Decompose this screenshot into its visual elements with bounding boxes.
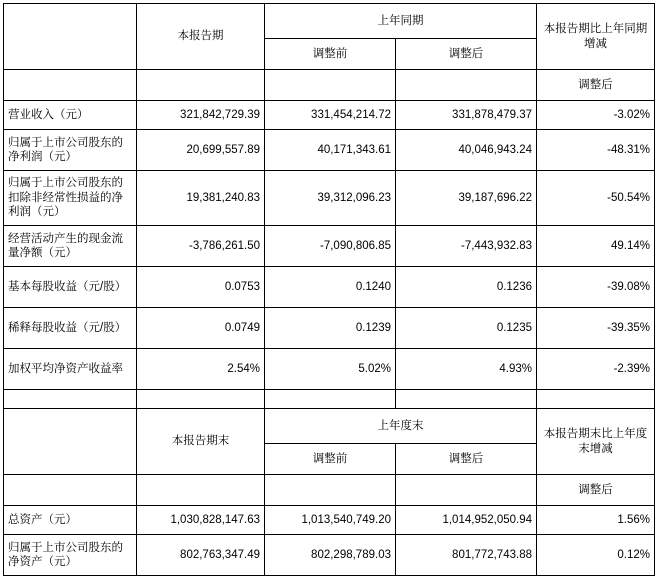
table-header-row-1 <box>4 4 655 39</box>
row-current: -3,786,261.50 <box>137 226 265 267</box>
header-current-period-end: 本报告期末 <box>137 409 265 475</box>
row-change: -50.54% <box>537 171 655 226</box>
row-before: 1,013,540,749.20 <box>265 506 396 535</box>
row-change: 1.56% <box>537 506 655 535</box>
row-before: 39,312,096.23 <box>265 171 396 226</box>
row-after: 40,046,943.24 <box>396 130 537 171</box>
header-corner-cell-4 <box>4 475 137 506</box>
header-blank-after-2 <box>396 475 537 506</box>
table-section-spacer <box>4 390 655 409</box>
table-row <box>4 349 655 390</box>
table-row <box>4 308 655 349</box>
spacer-cell <box>137 390 265 409</box>
row-change: -39.08% <box>537 267 655 308</box>
row-label: 归属于上市公司股东的扣除非经常性损益的净利润（元） <box>4 171 137 226</box>
row-after: 801,772,743.88 <box>396 535 537 576</box>
spacer-cell <box>396 390 537 409</box>
table-row <box>4 506 655 535</box>
header-corner-cell-3 <box>4 409 137 475</box>
table-row <box>4 535 655 576</box>
row-after: 0.1236 <box>396 267 537 308</box>
row-change: -2.39% <box>537 349 655 390</box>
row-before: 0.1239 <box>265 308 396 349</box>
row-label: 归属于上市公司股东的净资产（元） <box>4 535 137 576</box>
header-after-adjust: 调整后 <box>396 39 537 70</box>
row-change: -48.31% <box>537 130 655 171</box>
row-label: 营业收入（元） <box>4 101 137 130</box>
row-label: 加权平均净资产收益率 <box>4 349 137 390</box>
header-blank-after <box>396 70 537 101</box>
row-current: 19,381,240.83 <box>137 171 265 226</box>
header-blank-before <box>265 70 396 101</box>
row-before: 331,454,214.72 <box>265 101 396 130</box>
table-header-row-3 <box>4 70 655 101</box>
row-change: -39.35% <box>537 308 655 349</box>
header-after-adjust-change: 调整后 <box>537 70 655 101</box>
header-change-vs-last-year-end: 本报告期末比上年度末增减 <box>537 409 655 475</box>
row-change: 49.14% <box>537 226 655 267</box>
header-same-period-last-year: 上年同期 <box>265 4 537 39</box>
table-row <box>4 226 655 267</box>
table-header-row-4 <box>4 409 655 444</box>
row-current: 0.0749 <box>137 308 265 349</box>
row-label: 经营活动产生的现金流量净额（元） <box>4 226 137 267</box>
row-after: 1,014,952,050.94 <box>396 506 537 535</box>
row-current: 802,763,347.49 <box>137 535 265 576</box>
row-before: 802,298,789.03 <box>265 535 396 576</box>
row-label: 稀释每股收益（元/股） <box>4 308 137 349</box>
row-label: 归属于上市公司股东的净利润（元） <box>4 130 137 171</box>
row-before: 0.1240 <box>265 267 396 308</box>
table-row <box>4 267 655 308</box>
table-header-row-6 <box>4 475 655 506</box>
header-corner-cell <box>4 4 137 70</box>
row-current: 2.54% <box>137 349 265 390</box>
spacer-cell <box>4 390 137 409</box>
header-blank-before-2 <box>265 475 396 506</box>
header-after-adjust-change-2: 调整后 <box>537 475 655 506</box>
row-change: 0.12% <box>537 535 655 576</box>
row-current: 0.0753 <box>137 267 265 308</box>
row-current: 1,030,828,147.63 <box>137 506 265 535</box>
header-after-adjust-2: 调整后 <box>396 444 537 475</box>
header-blank-current <box>137 70 265 101</box>
row-after: 0.1235 <box>396 308 537 349</box>
table-row <box>4 101 655 130</box>
header-before-adjust: 调整前 <box>265 39 396 70</box>
row-before: 40,171,343.61 <box>265 130 396 171</box>
row-after: -7,443,932.83 <box>396 226 537 267</box>
row-current: 20,699,557.89 <box>137 130 265 171</box>
table-row <box>4 171 655 226</box>
spacer-cell <box>537 390 655 409</box>
row-before: -7,090,806.85 <box>265 226 396 267</box>
header-current-period: 本报告期 <box>137 4 265 70</box>
header-corner-cell-2 <box>4 70 137 101</box>
header-change-vs-last-year: 本报告期比上年同期增减 <box>537 4 655 70</box>
row-after: 39,187,696.22 <box>396 171 537 226</box>
row-label: 基本每股收益（元/股） <box>4 267 137 308</box>
row-after: 4.93% <box>396 349 537 390</box>
header-before-adjust-2: 调整前 <box>265 444 396 475</box>
row-label: 总资产（元） <box>4 506 137 535</box>
row-before: 5.02% <box>265 349 396 390</box>
row-after: 331,878,479.37 <box>396 101 537 130</box>
spacer-cell <box>265 390 396 409</box>
row-current: 321,842,729.39 <box>137 101 265 130</box>
row-change: -3.02% <box>537 101 655 130</box>
financial-summary-table <box>3 3 655 576</box>
table-row <box>4 130 655 171</box>
header-last-year-end: 上年度末 <box>265 409 537 444</box>
header-blank-current-2 <box>137 475 265 506</box>
